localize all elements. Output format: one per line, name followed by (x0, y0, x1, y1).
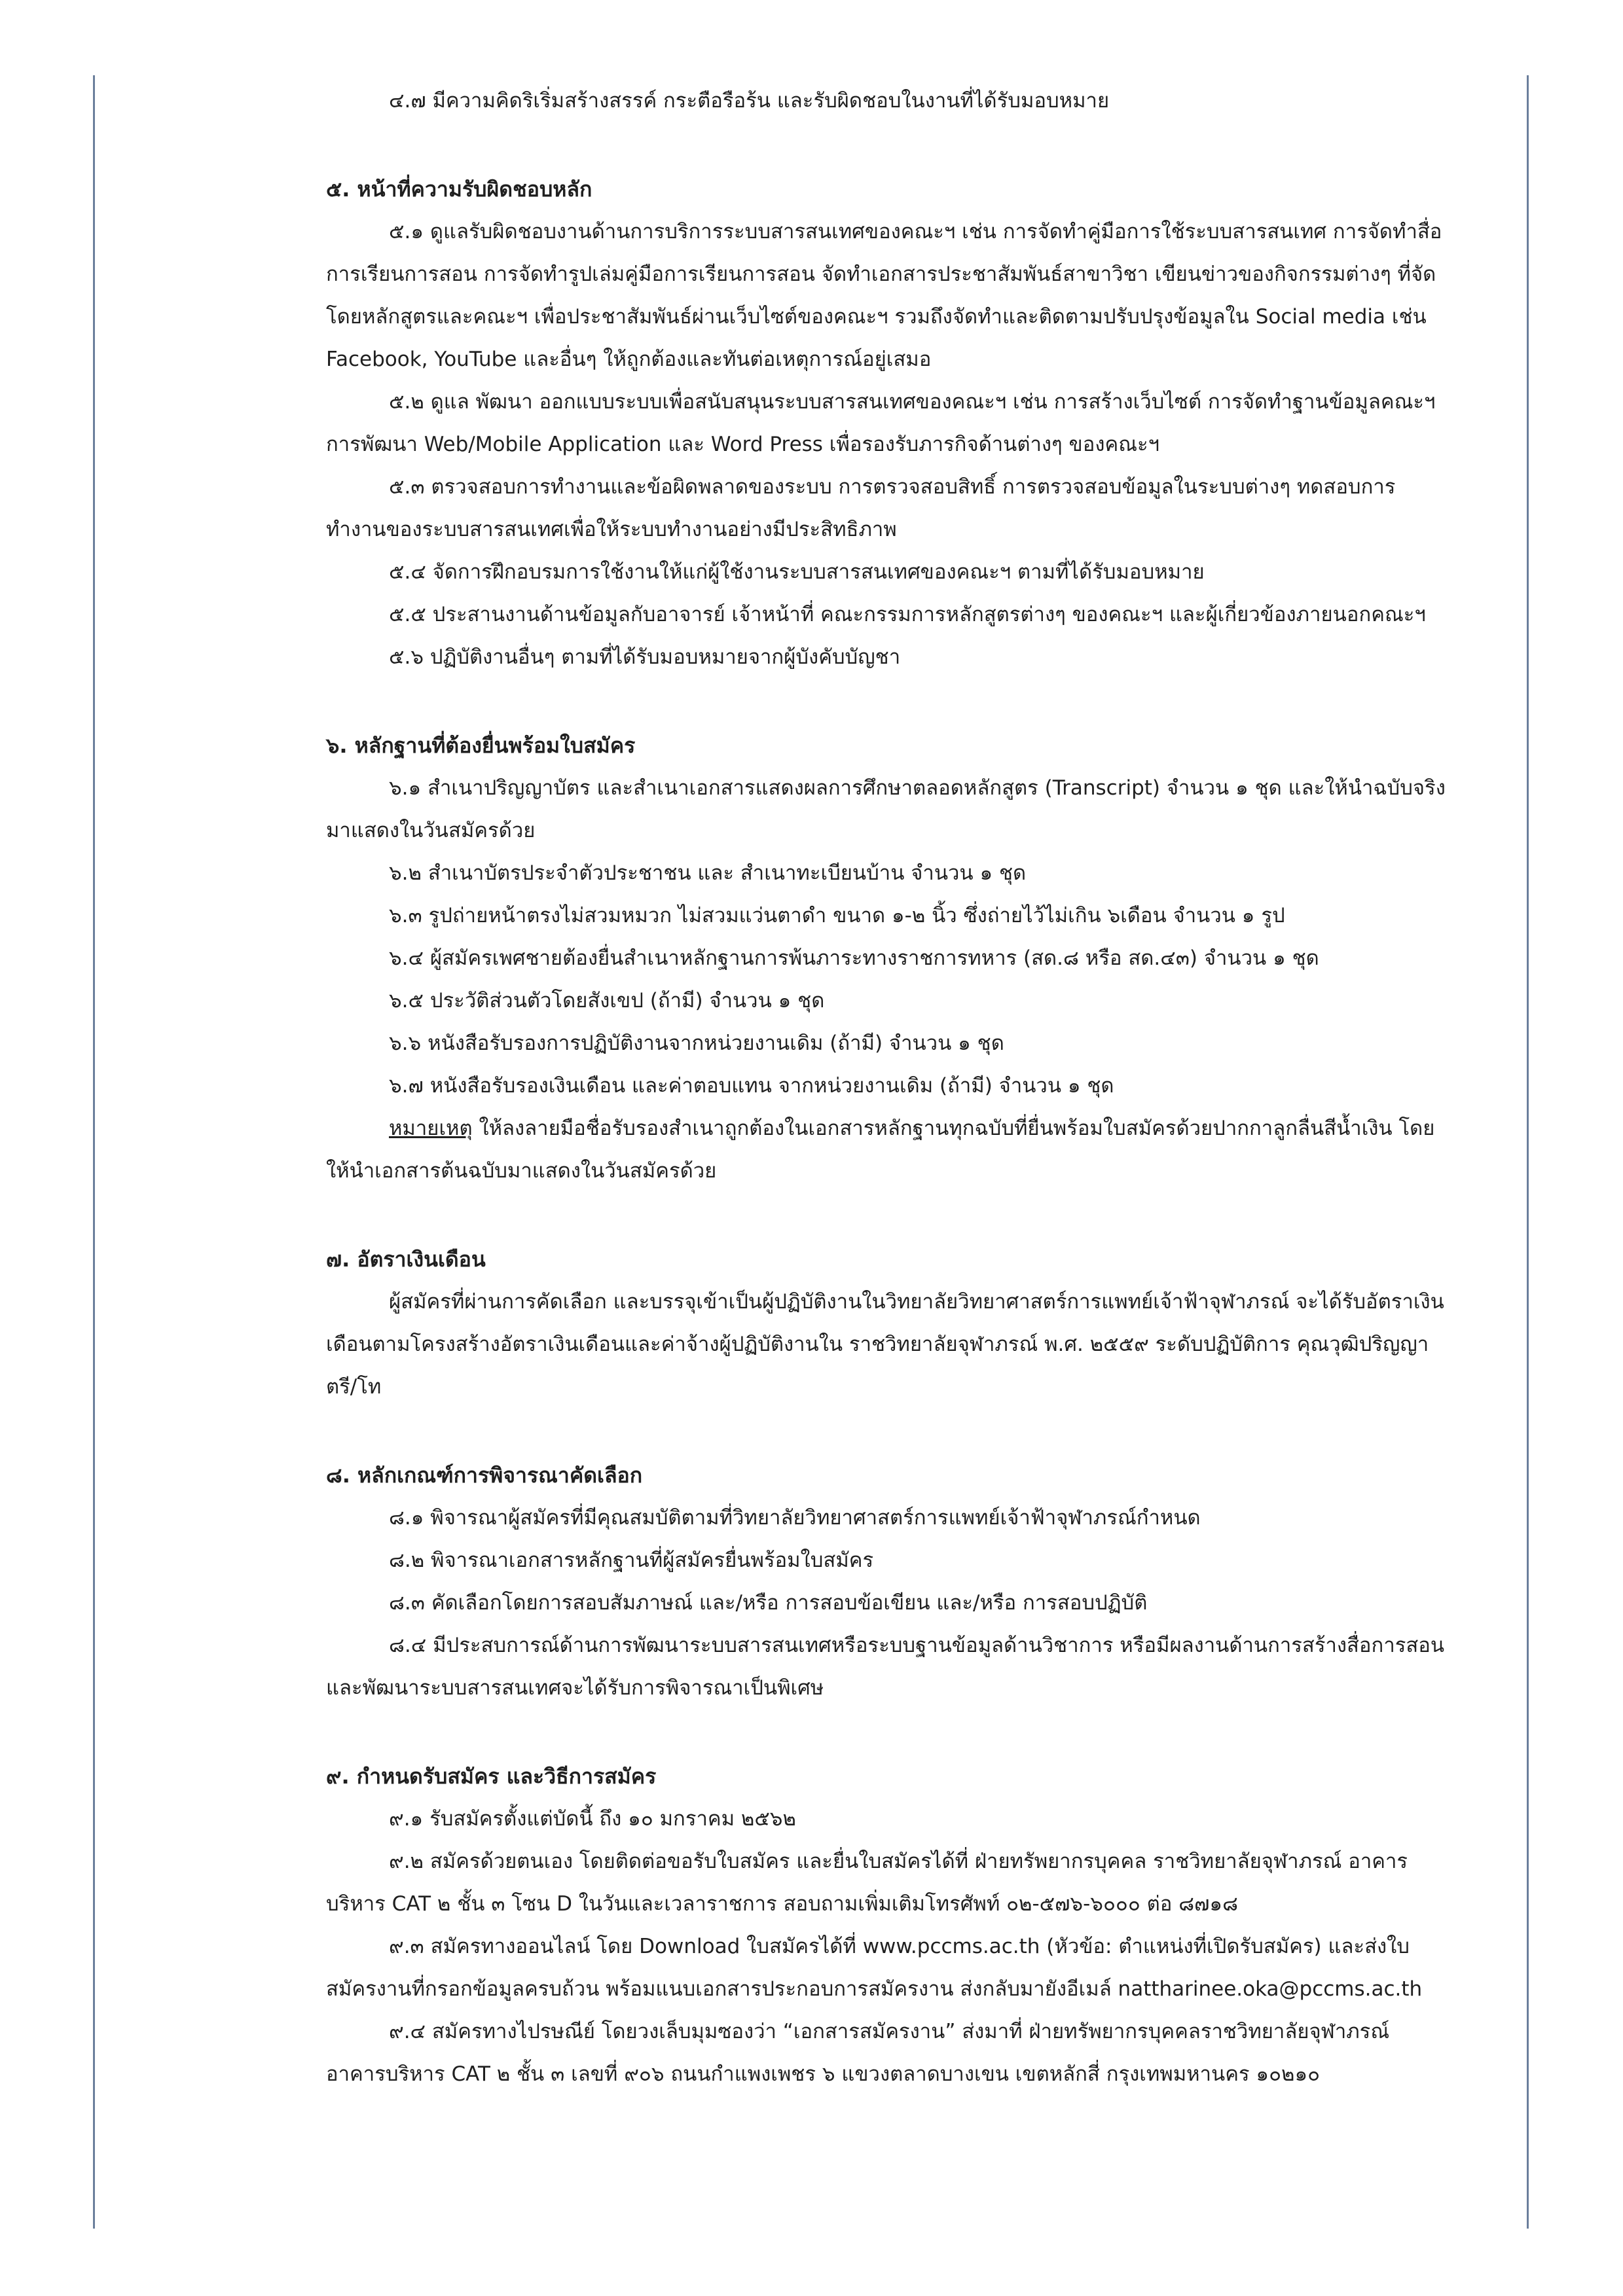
item-9-2: ๙.๒ สมัครด้วยตนเอง โดยติดต่อขอรับใบสมัคร และยื่นใบสมัครได้ที่ ฝ่ายทรัพยากรบุคคล ราชวิทยาลัยจุฬาภรณ์ อาคารบริหาร CAT ๒ ชั้น ๓ โซน D ในวันและเวลาราชการ สอบถามเพิ่มเติมโทรศัพท์ ๐๒-๕๗๖-๖๐๐๐ ต่อ ๘๗๑๘ (326, 1850, 1408, 1916)
item-6-6: ๖.๖ หนังสือรับรองการปฏิบัติงานจากหน่วยงานเดิม (ถ้ามี) จำนวน ๑ ชุด (389, 1031, 1004, 1055)
item-8-4: ๘.๔ มีประสบการณ์ด้านการพัฒนาระบบสารสนเทศหรือระบบฐานข้อมูลด้านวิชาการ หรือมีผลงานด้านการสร้างสื่อการสอน และพัฒนาระบบสารสนเทศจะได้รับการพิจารณาเป็นพิเศษ (326, 1634, 1445, 1700)
left-margin-line (93, 75, 95, 2229)
item-6-2: ๖.๒ สำเนาบัตรประจำตัวประชาชน และ สำเนาทะเบียนบ้าน จำนวน ๑ ชุด (389, 861, 1027, 885)
section-8-heading: ๘. หลักเกณฑ์การพิจารณาคัดเลือก (326, 1463, 643, 1488)
item-6-3: ๖.๓ รูปถ่ายหน้าตรงไม่สวมหมวก ไม่สวมแว่นตาดำ ขนาด ๑-๒ นิ้ว ซึ่งถ่ายไว้ไม่เกิน ๖เดือน จำนวน ๑ รูป (389, 904, 1285, 927)
item-8-3: ๘.๓ คัดเลือกโดยการสอบสัมภาษณ์ และ/หรือ การสอบข้อเขียน และ/หรือ การสอบปฏิบัติ (389, 1591, 1148, 1615)
item-8-2: ๘.๒ พิจารณาเอกสารหลักฐานที่ผู้สมัครยื่นพร้อมใบสมัคร (389, 1549, 874, 1572)
section-9-heading: ๙. กำหนดรับสมัคร และวิธีการสมัคร (326, 1764, 657, 1789)
item-5-4: ๕.๔ จัดการฝึกอบรมการใช้งานให้แก่ผู้ใช้งานระบบสารสนเทศของคณะฯ ตามที่ได้รับมอบหมาย (389, 560, 1205, 584)
section-7-text: ผู้สมัครที่ผ่านการคัดเลือก และบรรจุเข้าเป็นผู้ปฏิบัติงานในวิทยาลัยวิทยาศาสตร์การแพทย์เจ้าฟ้าจุฬาภรณ์ จะได้รับอัตราเงินเดือนตามโครงสร้างอัตราเงินเดือนและค่าจ้างผู้ปฏิบัติงานใน ราชวิทยาลัยจุฬาภรณ์ พ.ศ. ๒๕๕๙ ระดับปฏิบัติการ คุณวุฒิปริญญาตรี/โท (326, 1290, 1444, 1399)
item-4-7: ๔.๗ มีความคิดริเริ่มสร้างสรรค์ กระตือรือร้น และรับผิดชอบในงานที่ได้รับมอบหมาย (389, 89, 1110, 113)
item-6-1: ๖.๑ สำเนาปริญญาบัตร และสำเนาเอกสารแสดงผลการศึกษาตลอดหลักสูตร (Transcript) จำนวน ๑ ชุด และให้นำฉบับจริงมาแสดงในวันสมัครด้วย (326, 776, 1446, 842)
item-9-3: ๙.๓ สมัครทางออนไลน์ โดย Download ใบสมัครได้ที่ www.pccms.ac.th (หัวข้อ: ตำแหน่งที่เปิดรับสมัคร) และส่งใบสมัครงานที่กรอกข้อมูลครบถ้วน พร้อมแนบเอกสารประกอบการสมัครงาน ส่งกลับมายังอีเมล์ nattharinee.oka@pccms.ac.th (326, 1935, 1423, 2001)
item-8-1: ๘.๑ พิจารณาผู้สมัครที่มีคุณสมบัติตามที่วิทยาลัยวิทยาศาสตร์การแพทย์เจ้าฟ้าจุฬาภรณ์กำหนด (389, 1506, 1201, 1530)
section-5-heading: ๕. หน้าที่ความรับผิดชอบหลัก (326, 177, 593, 202)
item-9-1: ๙.๑ รับสมัครตั้งแต่บัดนี้ ถึง ๑๐ มกราคม ๒๕๖๒ (389, 1807, 796, 1831)
item-6-4: ๖.๔ ผู้สมัครเพศชายต้องยื่นสำเนาหลักฐานการพ้นภาระทางราชการทหาร (สด.๘ หรือ สด.๔๓) จำนวน ๑ ชุด (389, 946, 1319, 970)
item-5-6: ๕.๖ ปฏิบัติงานอื่นๆ ตามที่ได้รับมอบหมายจากผู้บังคับบัญชา (389, 645, 901, 669)
item-6-7: ๖.๗ หนังสือรับรองเงินเดือน และค่าตอบแทน จากหน่วยงานเดิม (ถ้ามี) จำนวน ๑ ชุด (389, 1074, 1114, 1098)
item-5-1: ๕.๑ ดูแลรับผิดชอบงานด้านการบริการระบบสารสนเทศของคณะฯ เช่น การจัดทำคู่มือการใช้ระบบสารสนเทศ การจัดทำสื่อการเรียนการสอน การจัดทำรูปเล่มคู่มือการเรียนการสอน จัดทำเอกสารประชาสัมพันธ์สาขาวิชา เขียนข่าวของกิจกรรมต่างๆ ที่จัดโดยหลักสูตรและคณะฯ เพื่อประชาสัมพันธ์ผ่านเว็บไซต์ของคณะฯ รวมถึงจัดทำและติดตามปรับปรุงข้อมูลใน Social media เช่น Facebook, YouTube และอื่นๆ ให้ถูกต้องและทันต่อเหตุการณ์อยู่เสมอ (326, 220, 1442, 371)
section-6-note (326, 1107, 1452, 1193)
item-5-2: ๕.๒ ดูแล พัฒนา ออกแบบระบบเพื่อสนับสนุนระบบสารสนเทศของคณะฯ เช่น การสร้างเว็บไซต์ การจัดทำฐานข้อมูลคณะฯ การพัฒนา Web/Mobile Application และ Word Press เพื่อรองรับภารกิจด้านต่างๆ ของคณะฯ (326, 390, 1436, 456)
section-6-heading: ๖. หลักฐานที่ต้องยื่นพร้อมใบสมัคร (326, 733, 636, 758)
document-page (326, 80, 1452, 2096)
note-text: ให้ลงลายมือชื่อรับรองสำเนาถูกต้องในเอกสารหลักฐานทุกฉบับที่ยื่นพร้อมใบสมัครด้วยปากกาลูกลื่นสีน้ำเงิน โดยให้นำเอกสารต้นฉบับมาแสดงในวันสมัครด้วย (326, 1117, 1435, 1183)
section-7-heading: ๗. อัตราเงินเดือน (326, 1247, 486, 1272)
item-5-3: ๕.๓ ตรวจสอบการทำงานและข้อผิดพลาดของระบบ การตรวจสอบสิทธิ์ การตรวจสอบข้อมูลในระบบต่างๆ ทดสอบการทำงานของระบบสารสนเทศเพื่อให้ระบบทำงานอย่างมีประสิทธิภาพ (326, 475, 1396, 541)
item-6-5: ๖.๕ ประวัติส่วนตัวโดยสังเขป (ถ้ามี) จำนวน ๑ ชุด (389, 989, 825, 1013)
note-label: หมายเหตุ (389, 1117, 473, 1140)
item-5-5: ๕.๕ ประสานงานด้านข้อมูลกับอาจารย์ เจ้าหน้าที่ คณะกรรมการหลักสูตรต่างๆ ของคณะฯ และผู้เกี่ยวข้องภายนอกคณะฯ (389, 603, 1426, 626)
right-margin-line (1527, 75, 1529, 2229)
item-9-4: ๙.๔ สมัครทางไปรษณีย์ โดยวงเล็บมุมซองว่า “เอกสารสมัครงาน” ส่งมาที่ ฝ่ายทรัพยากรบุคคลราชวิทยาลัยจุฬาภรณ์ อาคารบริหาร CAT ๒ ชั้น ๓ เลขที่ ๙๐๖ ถนนกำแพงเพชร ๖ แขวงตลาดบางเขน เขตหลักสี่ กรุงเทพมหานคร ๑๐๒๑๐ (326, 2020, 1390, 2086)
